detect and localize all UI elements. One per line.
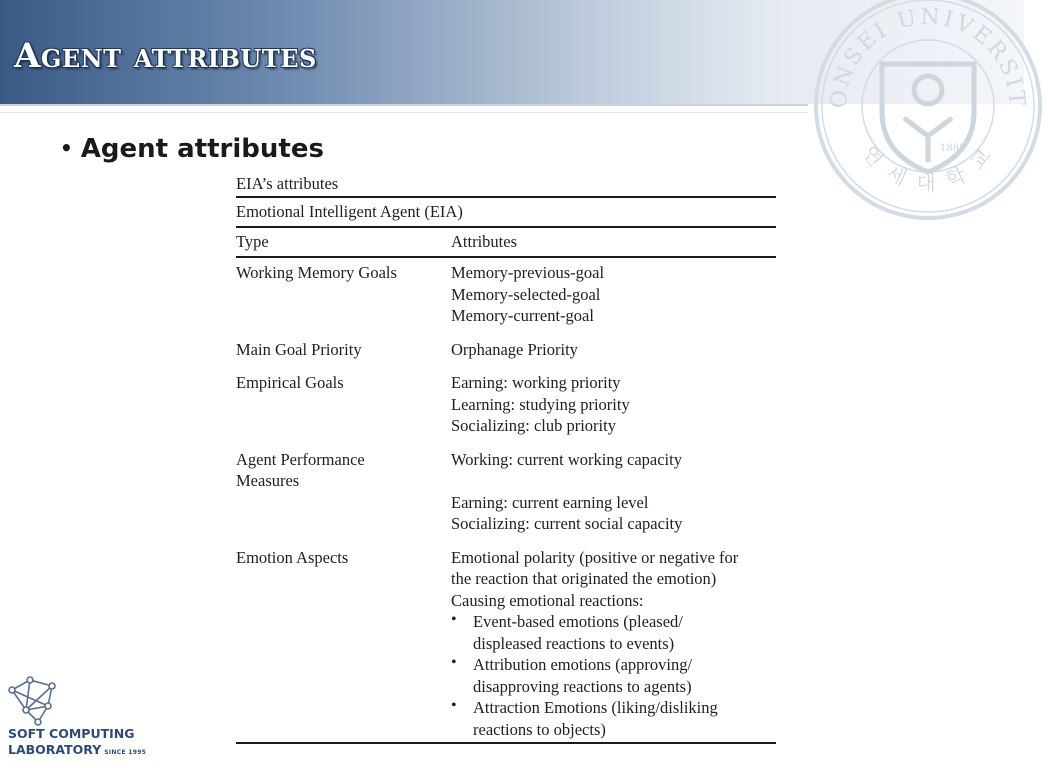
attributes-table	[236, 172, 776, 744]
row-attribute: Earning: working priority	[451, 373, 621, 392]
sub-item-line: reactions to objects)	[473, 719, 606, 739]
sub-item-line: • Event-based emotions (pleased/	[473, 612, 683, 631]
row-attribute: Causing emotional reactions:	[451, 590, 644, 610]
row-attribute: Learning: studying priority	[451, 394, 630, 414]
list-item	[451, 611, 776, 654]
row-type: Emotion Aspects	[236, 547, 349, 567]
table-row	[236, 445, 776, 535]
row-attribute: Memory-selected-goal	[451, 284, 601, 304]
lab-since: SINCE 1995	[104, 749, 147, 756]
seal-top-text: ONSEI UNIVERSIT	[826, 4, 1030, 110]
sub-item-line: • Attraction Emotions (liking/disliking	[473, 698, 718, 717]
row-attribute: Memory-current-goal	[451, 306, 594, 325]
university-seal-watermark	[808, 0, 1048, 226]
sub-item-line: displeased reactions to events)	[473, 633, 675, 653]
table-row	[236, 368, 776, 437]
row-type: Working Memory Goals	[236, 263, 397, 282]
header-divider-thin	[0, 112, 808, 113]
slide-title: Agent attributes	[14, 36, 317, 76]
table-row	[236, 543, 776, 741]
row-attribute: Orphanage Priority	[451, 339, 578, 359]
header-divider	[0, 104, 808, 106]
header-attributes: Attributes	[451, 232, 517, 251]
lab-name-line1: SOFT COMPUTING	[8, 726, 135, 741]
row-spacer	[451, 470, 776, 492]
table-row	[236, 335, 776, 361]
table-name: Emotional Intelligent Agent (EIA)	[236, 202, 463, 221]
table-rule-bottom	[236, 742, 776, 744]
row-type: Agent Performance	[236, 449, 365, 469]
row-type: Main Goal Priority	[236, 339, 362, 359]
row-attribute: Memory-previous-goal	[451, 263, 605, 282]
row-attribute: Emotional polarity (positive or negative for	[451, 547, 739, 567]
list-item	[451, 697, 776, 740]
row-attribute: Socializing: current social capacity	[451, 514, 683, 533]
row-attribute: Working: current working capacity	[451, 449, 682, 469]
sub-item-line: disapproving reactions to agents)	[473, 676, 692, 696]
row-type: Measures	[236, 471, 300, 490]
bullet-dot: •	[60, 136, 73, 160]
sub-item-line: • Attribution emotions (approving/	[473, 655, 693, 674]
lab-name	[8, 726, 146, 761]
header-type: Type	[236, 232, 269, 251]
bullet-agent-attributes	[60, 134, 324, 164]
row-attribute: the reaction that originated the emotion)	[451, 569, 717, 588]
row-attribute: Socializing: club priority	[451, 416, 616, 435]
list-item	[451, 654, 776, 697]
row-attribute: Earning: current earning level	[451, 492, 649, 512]
table-header-row	[236, 228, 776, 256]
bullet-text: Agent attributes	[80, 134, 324, 164]
row-type: Empirical Goals	[236, 373, 344, 392]
seal-bottom-text: 연 세 대 학 교	[857, 140, 999, 195]
table-caption: EIA’s attributes	[236, 174, 339, 193]
network-logo-icon	[8, 676, 68, 726]
lab-name-line2: LABORATORY	[8, 742, 102, 757]
seal-shield-icon	[882, 64, 974, 172]
seal-year: 1885	[940, 143, 966, 154]
table-row	[236, 258, 776, 327]
